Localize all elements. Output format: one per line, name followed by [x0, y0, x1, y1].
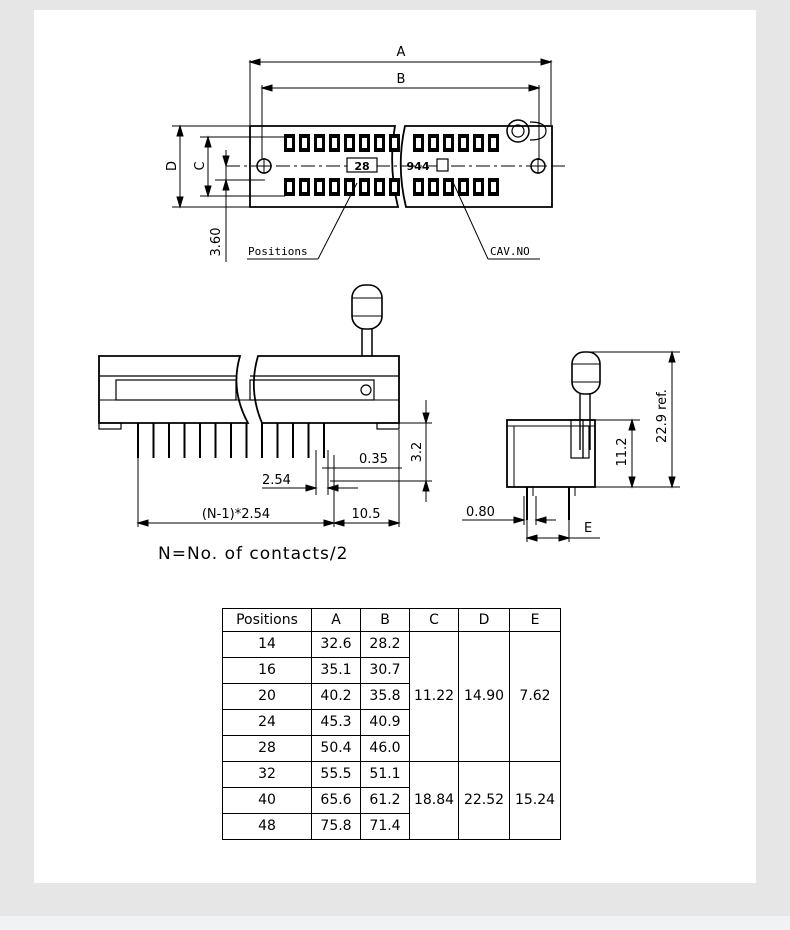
positions-callout: Positions: [248, 245, 308, 258]
cell-a: 32.6: [312, 632, 361, 658]
table-row: [223, 632, 561, 658]
cell-positions: 16: [223, 658, 312, 684]
cell-b: 71.4: [361, 814, 410, 840]
dim-360-label: 3.60: [209, 227, 224, 257]
dim-b-label: B: [396, 72, 406, 87]
cell-positions: 32: [223, 762, 312, 788]
cell-positions: 48: [223, 814, 312, 840]
dim-d-label: D: [165, 160, 180, 172]
dim-112-label: 11.2: [615, 437, 630, 467]
dim-105-label: 10.5: [351, 507, 381, 522]
dim-32-label: 3.2: [410, 441, 425, 463]
contacts-note: N=No. of contacts/2: [158, 544, 349, 564]
cell-b: 40.9: [361, 710, 410, 736]
cell-a: 45.3: [312, 710, 361, 736]
header-c: C: [410, 609, 459, 632]
cell-b: 61.2: [361, 788, 410, 814]
side-view: [0, 280, 790, 580]
cell-a: 40.2: [312, 684, 361, 710]
mounting-hole-right: [530, 158, 546, 174]
dim-035-label: 0.35: [359, 452, 388, 467]
chip-marking-left: 28: [354, 160, 370, 173]
footer-strip: [0, 916, 790, 930]
cell-positions: 14: [223, 632, 312, 658]
dim-229-label: 22.9 ref.: [655, 389, 670, 443]
dim-254-label: 2.54: [262, 473, 291, 488]
dim-080-label: 0.80: [466, 505, 495, 520]
header-d: D: [459, 609, 510, 632]
side-body: [507, 420, 595, 487]
top-view: [0, 0, 790, 300]
cell-b: 46.0: [361, 736, 410, 762]
cell-e-group1: 7.62: [510, 632, 561, 762]
cell-a: 75.8: [312, 814, 361, 840]
header-e: E: [510, 609, 561, 632]
lever-hole: [507, 120, 529, 142]
cell-e-group2: 15.24: [510, 762, 561, 840]
cell-a: 35.1: [312, 658, 361, 684]
side-lever-handle: [572, 352, 600, 394]
dim-c-label: C: [193, 161, 208, 171]
cell-a: 55.5: [312, 762, 361, 788]
mounting-hole-left: [256, 158, 272, 174]
cell-d-group1: 14.90: [459, 632, 510, 762]
cell-positions: 24: [223, 710, 312, 736]
cell-b: 35.8: [361, 684, 410, 710]
cav-no-callout: CAV.NO: [490, 245, 530, 258]
dim-pitch-label: (N-1)*2.54: [201, 507, 271, 522]
cell-c-group2: 18.84: [410, 762, 459, 840]
table-header-row: [223, 609, 561, 632]
cell-b: 30.7: [361, 658, 410, 684]
table-row: [223, 762, 561, 788]
dim-e-label: E: [584, 521, 593, 536]
dimensions-table: [222, 608, 561, 840]
header-positions: Positions: [223, 609, 312, 632]
cell-d-group2: 22.52: [459, 762, 510, 840]
cell-c-group1: 11.22: [410, 632, 459, 762]
cell-a: 65.6: [312, 788, 361, 814]
cell-positions: 20: [223, 684, 312, 710]
header-a: A: [312, 609, 361, 632]
cell-a: 50.4: [312, 736, 361, 762]
cell-positions: 40: [223, 788, 312, 814]
cell-b: 51.1: [361, 762, 410, 788]
cell-positions: 28: [223, 736, 312, 762]
chip-marking-right: 944: [406, 160, 430, 173]
cell-b: 28.2: [361, 632, 410, 658]
dim-a-label: A: [396, 45, 406, 60]
header-b: B: [361, 609, 410, 632]
